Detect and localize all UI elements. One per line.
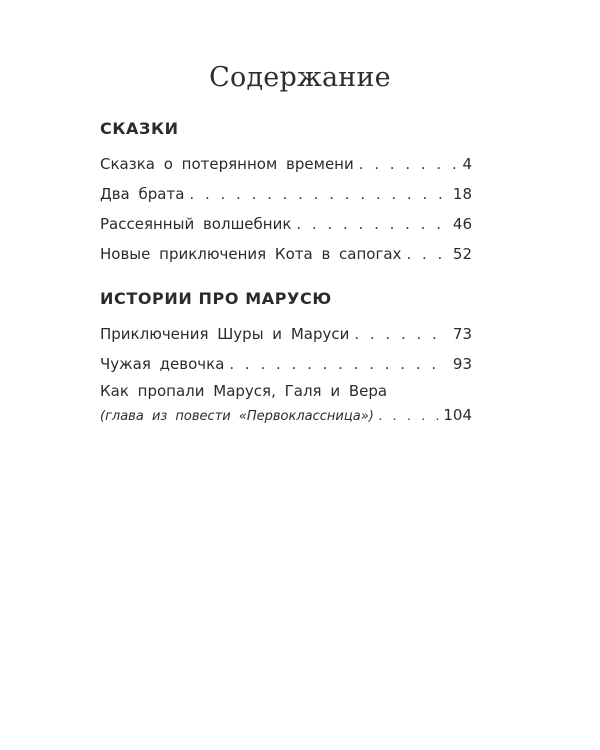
dot-leader [354, 319, 448, 349]
section-marusya [100, 288, 472, 427]
entry-title: Новые приключения Кота в сапогах [100, 245, 402, 263]
toc-entry[interactable] [100, 349, 472, 379]
section-skazki [100, 118, 472, 269]
dot-leader [296, 209, 448, 239]
toc-entry[interactable] [100, 239, 472, 269]
dot-leader [189, 179, 447, 209]
section-heading: СКАЗКИ [100, 119, 179, 138]
entry-title: Чужая девочка [100, 355, 225, 373]
page-number: 73 [452, 325, 472, 343]
page-number: 52 [452, 245, 472, 263]
dot-leader [229, 349, 448, 379]
entry-title: Сказка о потерянном времени [100, 155, 354, 173]
toc-entry[interactable] [100, 319, 472, 349]
page-number: 46 [452, 215, 472, 233]
dot-leader [379, 405, 439, 429]
page-number: 93 [452, 355, 472, 373]
page-number: 18 [452, 185, 472, 203]
toc-entry[interactable] [100, 179, 472, 209]
page-title: Содержание [209, 62, 391, 93]
page-number: 4 [462, 155, 472, 173]
dot-leader [359, 149, 458, 179]
page-number: 104 [443, 406, 472, 424]
dot-leader [406, 239, 447, 269]
toc-entry[interactable] [100, 149, 472, 179]
entry-title: Рассеянный волшебник [100, 215, 292, 233]
toc-entry[interactable] [100, 209, 472, 239]
entry-title: Как пропали Маруся, Галя и Вера [100, 382, 388, 400]
entry-subtitle: (глава из повести «Первоклассница») [100, 409, 374, 424]
section-heading: ИСТОРИИ ПРО МАРУСЮ [100, 289, 332, 308]
toc-entry[interactable] [100, 379, 472, 403]
toc-entry-subtitle[interactable] [100, 403, 472, 427]
entry-title: Два брата [100, 185, 185, 203]
entry-title: Приключения Шуры и Маруси [100, 325, 350, 343]
